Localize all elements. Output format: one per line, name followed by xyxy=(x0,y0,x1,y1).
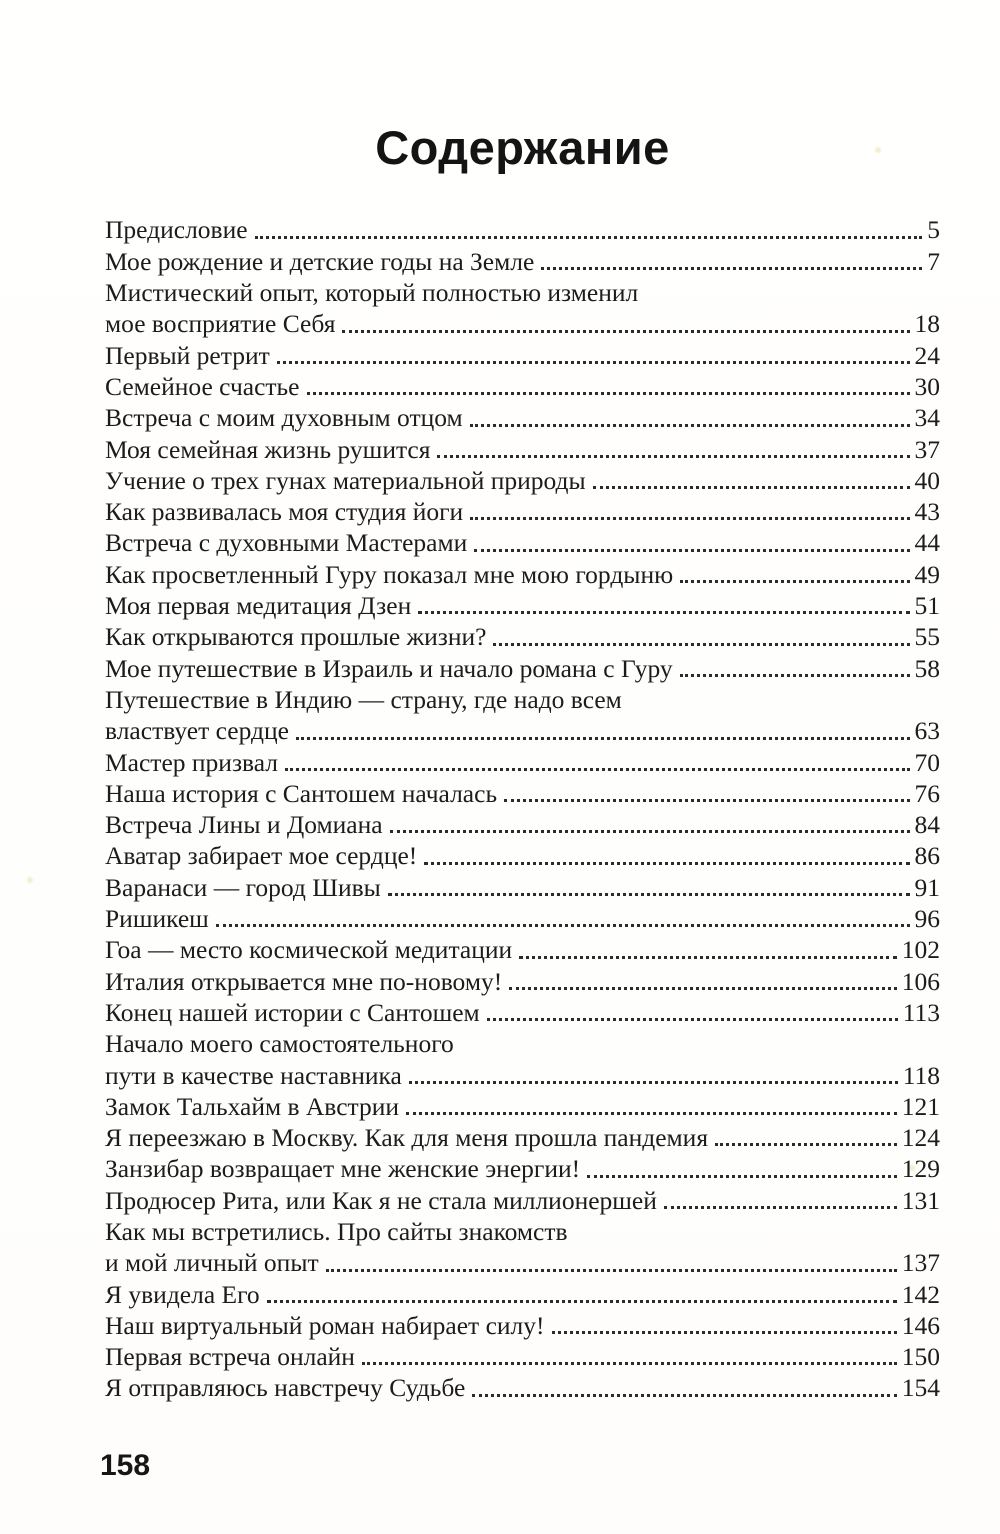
toc-leader xyxy=(278,747,915,778)
toc-entry-title: Мое рождение и детские годы на Земле xyxy=(105,246,535,276)
toc-leader xyxy=(270,340,915,371)
toc-row xyxy=(105,1091,940,1122)
toc-row xyxy=(105,496,940,527)
toc-page-number: 96 xyxy=(914,904,940,934)
toc-entry-title: Аватар забирает мое сердце! xyxy=(105,841,418,871)
toc-page-number: 34 xyxy=(914,403,940,433)
toc-entry-title: Предисловие xyxy=(105,215,248,245)
toc-leader xyxy=(673,559,914,590)
toc-leader xyxy=(586,465,915,496)
footer-page-number: 158 xyxy=(100,1449,151,1482)
toc-row xyxy=(105,214,940,245)
toc-row xyxy=(105,653,940,684)
toc-leader xyxy=(411,590,914,621)
toc-entry-title: Начало моего самостоятельного xyxy=(105,1029,454,1059)
toc-leader xyxy=(260,1279,902,1310)
toc-row xyxy=(105,465,940,496)
toc-page-number: 51 xyxy=(914,591,940,621)
toc-row xyxy=(105,840,940,871)
toc-row xyxy=(105,1247,940,1278)
toc-page-number: 137 xyxy=(901,1248,940,1278)
toc-leader xyxy=(657,1185,902,1216)
toc-leader xyxy=(381,872,915,903)
toc-entry-title: пути в качестве наставника xyxy=(105,1060,402,1090)
toc-page-number: 154 xyxy=(901,1373,940,1403)
toc-entry-title: Как просветленный Гуру показал мне мою гордыню xyxy=(105,559,674,589)
toc-leader xyxy=(355,1341,902,1372)
toc-entry-title: мое восприятие Себя xyxy=(105,309,336,339)
toc-row xyxy=(105,340,940,371)
toc-entry-title: Моя семейная жизнь рушится xyxy=(105,434,431,464)
toc-leader xyxy=(248,214,928,245)
toc-page-number: 84 xyxy=(914,810,940,840)
toc-entry-title: Ришикеш xyxy=(105,904,209,934)
toc-page-number: 55 xyxy=(914,622,940,652)
toc-page-number: 129 xyxy=(901,1154,940,1184)
toc-entry-title: Встреча Лины и Домиана xyxy=(105,810,383,840)
toc-entry-title: Как мы встретились. Про сайты знакомств xyxy=(105,1216,568,1246)
toc-page-number: 7 xyxy=(927,246,940,276)
toc-entry-title: Замок Тальхайм в Австрии xyxy=(105,1091,400,1121)
toc-leader xyxy=(417,840,914,871)
toc-page-number: 106 xyxy=(901,966,940,996)
toc-entry-title: Мастер призвал xyxy=(105,747,278,777)
toc-entry-title: Гоа — место космической медитации xyxy=(105,935,513,965)
toc-page-number: 70 xyxy=(914,747,940,777)
toc-row xyxy=(105,997,940,1028)
toc-page-number: 37 xyxy=(914,434,940,464)
toc-page-number: 24 xyxy=(914,340,940,370)
toc-row xyxy=(105,747,940,778)
toc-entry-title: Первая встреча онлайн xyxy=(105,1342,355,1372)
toc-page-number: 91 xyxy=(914,872,940,902)
toc-page-number: 142 xyxy=(901,1279,940,1309)
toc-page-number: 40 xyxy=(914,465,940,495)
toc-row xyxy=(105,434,940,465)
toc-row xyxy=(105,715,940,746)
toc-entry-title: Занзибар возвращает мне женские энергии! xyxy=(105,1154,581,1184)
toc-row xyxy=(105,527,940,558)
toc-page-number: 76 xyxy=(914,778,940,808)
toc-leader xyxy=(402,1060,903,1091)
toc-row xyxy=(105,277,940,308)
toc-entry-title: Первый ретрит xyxy=(105,340,270,370)
toc-row xyxy=(105,1310,940,1341)
toc-leader xyxy=(383,809,915,840)
toc-page-number: 131 xyxy=(901,1185,940,1215)
toc-leader xyxy=(480,997,903,1028)
toc-entry-title: и мой личный опыт xyxy=(105,1248,319,1278)
toc-row xyxy=(105,1372,940,1403)
toc-row xyxy=(105,308,940,339)
toc-row xyxy=(105,371,940,402)
toc-leader xyxy=(465,1372,901,1403)
toc-leader xyxy=(463,402,915,433)
toc-leader xyxy=(580,1153,902,1184)
toc-leader xyxy=(708,1122,902,1153)
toc-leader xyxy=(289,715,915,746)
toc-leader xyxy=(497,778,914,809)
toc-page-number: 121 xyxy=(901,1091,940,1121)
toc-leader xyxy=(399,1091,902,1122)
toc-leader xyxy=(502,966,902,997)
toc-page-number: 102 xyxy=(901,935,940,965)
toc-leader xyxy=(486,621,914,652)
toc-entry-title: Я переезжаю в Москву. Как для меня прошла пандемия xyxy=(105,1123,709,1153)
toc-entry-title: Я отправляюсь навстречу Судьбе xyxy=(105,1373,466,1403)
toc-row xyxy=(105,402,940,433)
toc-row xyxy=(105,872,940,903)
toc-entry-title: Варанаси — город Шивы xyxy=(105,872,381,902)
toc-leader xyxy=(300,371,915,402)
toc-row xyxy=(105,1028,940,1059)
toc-row xyxy=(105,246,940,277)
toc-leader xyxy=(335,308,914,339)
toc-entry-title: Наша история с Сантошем началась xyxy=(105,778,498,808)
toc-leader xyxy=(430,434,914,465)
toc-leader xyxy=(463,496,914,527)
toc-entry-title: Продюсер Рита, или Как я не стала миллионершей xyxy=(105,1185,657,1215)
toc-page-number: 30 xyxy=(914,371,940,401)
toc-row xyxy=(105,934,940,965)
toc-entry-title: Встреча с моим духовным отцом xyxy=(105,403,463,433)
toc-entry-title: Как развивалась моя студия йоги xyxy=(105,497,464,527)
toc-row xyxy=(105,590,940,621)
toc-page-number: 150 xyxy=(901,1342,940,1372)
toc-entry-title: Моя первая медитация Дзен xyxy=(105,591,412,621)
toc-page-number: 44 xyxy=(914,528,940,558)
toc-entry-title: Встреча с духовными Мастерами xyxy=(105,528,468,558)
toc-page-number: 146 xyxy=(901,1310,940,1340)
toc-row xyxy=(105,1216,940,1247)
toc-entry-title: властвует сердце xyxy=(105,716,289,746)
toc-row xyxy=(105,1185,940,1216)
toc-leader xyxy=(467,527,914,558)
toc-leader xyxy=(209,903,915,934)
toc-row xyxy=(105,809,940,840)
toc-row xyxy=(105,903,940,934)
toc-entry-title: Италия открывается мне по-новому! xyxy=(105,966,503,996)
toc-entry-title: Учение о трех гунах материальной природы xyxy=(105,465,586,495)
toc-page-number: 58 xyxy=(914,653,940,683)
toc-entry-title: Семейное счастье xyxy=(105,371,300,401)
toc-row xyxy=(105,1153,940,1184)
toc-entry-title: Мое путешествие в Израиль и начало романа с Гуру xyxy=(105,653,673,683)
toc-page-number: 118 xyxy=(902,1060,940,1090)
toc-leader xyxy=(673,653,915,684)
toc-page-number: 43 xyxy=(914,497,940,527)
toc-row xyxy=(105,1341,940,1372)
toc-page-number: 113 xyxy=(902,997,940,1027)
toc-entry-title: Как открываются прошлые жизни? xyxy=(105,622,487,652)
toc-row xyxy=(105,966,940,997)
toc-leader xyxy=(534,246,927,277)
toc-leader xyxy=(512,934,902,965)
toc-row xyxy=(105,1060,940,1091)
toc-entry-title: Путешествие в Индию — страну, где надо всем xyxy=(105,684,622,714)
toc-page-number: 63 xyxy=(914,716,940,746)
toc-list xyxy=(105,214,940,1403)
toc-page-number: 18 xyxy=(914,309,940,339)
toc-row xyxy=(105,621,940,652)
toc-leader xyxy=(319,1247,902,1278)
toc-page-number: 49 xyxy=(914,559,940,589)
toc-row xyxy=(105,1122,940,1153)
toc-entry-title: Конец нашей истории с Сантошем xyxy=(105,997,480,1027)
toc-page-number: 86 xyxy=(914,841,940,871)
page-title: Содержание xyxy=(375,121,670,175)
toc-row xyxy=(105,559,940,590)
toc-row xyxy=(105,778,940,809)
toc-leader xyxy=(545,1310,902,1341)
toc-page-number: 5 xyxy=(927,215,940,245)
toc-entry-title: Наш виртуальный роман набирает силу! xyxy=(105,1310,545,1340)
toc-row xyxy=(105,684,940,715)
toc-page-number: 124 xyxy=(901,1123,940,1153)
toc-entry-title: Я увидела Его xyxy=(105,1279,260,1309)
toc-row xyxy=(105,1279,940,1310)
toc-entry-title: Мистический опыт, который полностью изменил xyxy=(105,278,639,308)
